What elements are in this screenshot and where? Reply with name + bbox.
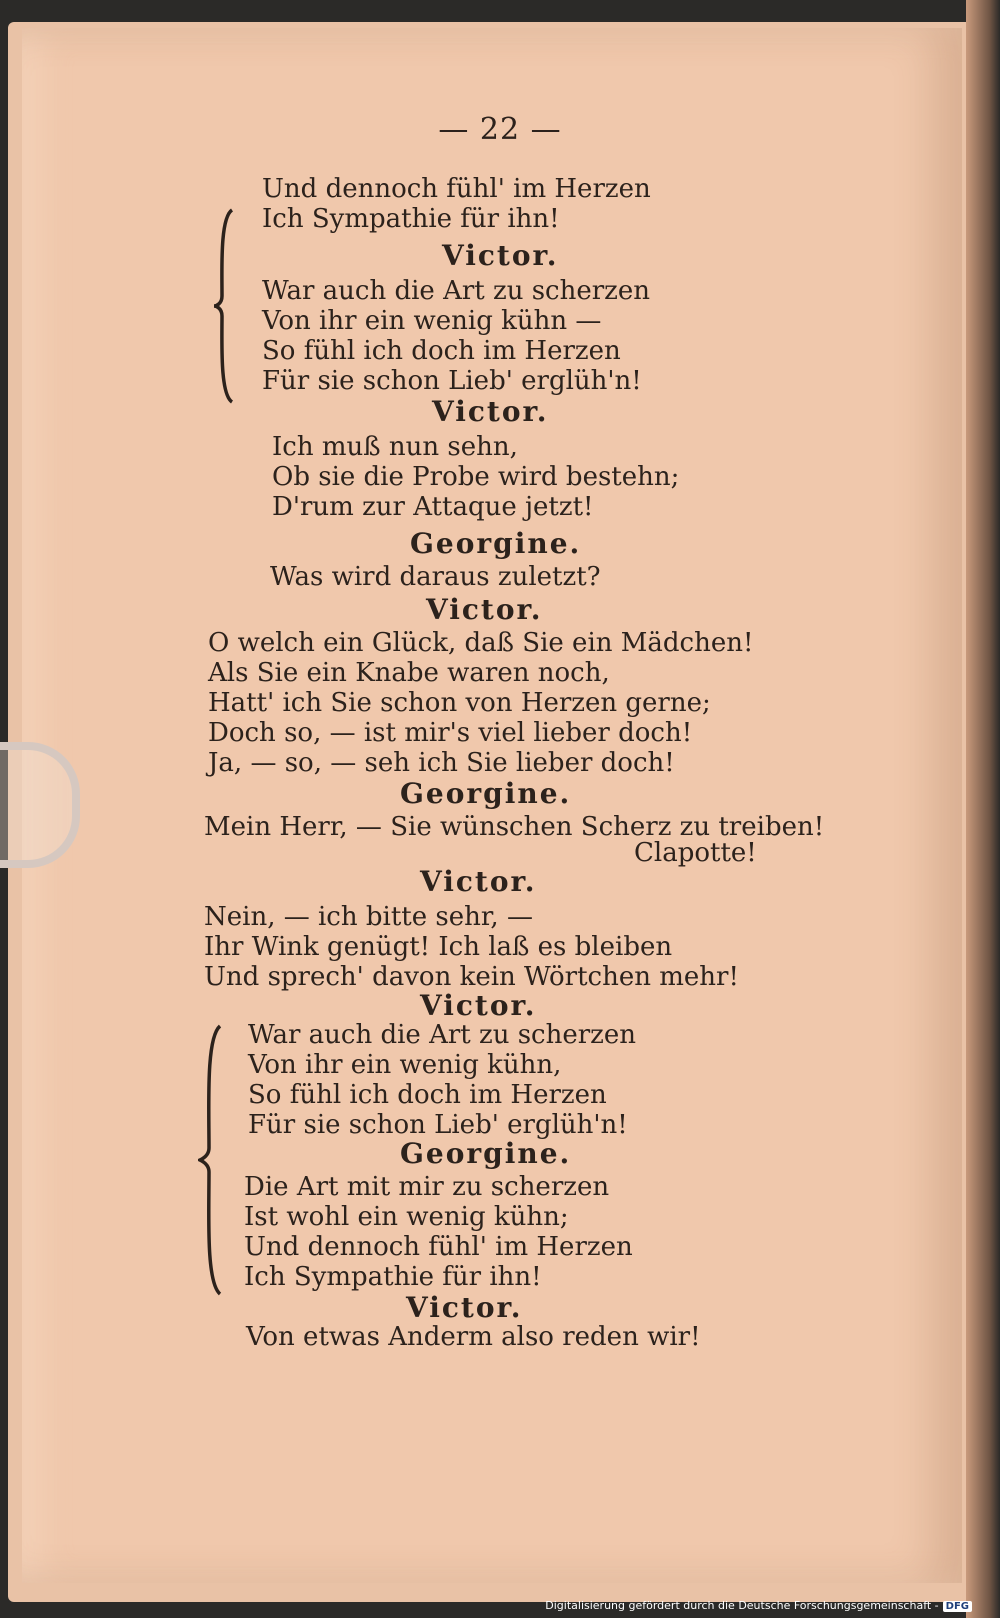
page-number: — 22 — (438, 112, 562, 147)
credit-text: Digitalisierung gefördert durch die Deutsche Forschungsgemeinschaft - (545, 1599, 939, 1612)
verse-line: Für sie schon Lieb' erglüh'n! (262, 366, 642, 396)
verse-line: D'rum zur Attaque jetzt! (272, 492, 594, 522)
verse-line: Ihr Wink genügt! Ich laß es bleiben (204, 932, 673, 962)
speaker-name: Victor. (420, 989, 537, 1022)
verse-line: Von ihr ein wenig kühn — (262, 306, 602, 336)
book-spine-edge (966, 0, 1000, 1618)
speaker-name: Georgine. (400, 777, 572, 810)
verse-line: Ich Sympathie für ihn! (244, 1262, 542, 1292)
verse-line: War auch die Art zu scherzen (262, 276, 651, 306)
verse-line: Hatt' ich Sie schon von Herzen gerne; (208, 688, 711, 718)
verse-line: Und dennoch fühl' im Herzen (244, 1232, 633, 1262)
verse-line: O welch ein Glück, daß Sie ein Mädchen! (208, 628, 754, 658)
verse-line: Ja, — so, — seh ich Sie lieber doch! (208, 748, 675, 778)
verse-line: Ich muß nun sehn, (272, 432, 518, 462)
verse-line: So fühl ich doch im Herzen (248, 1080, 607, 1110)
verse-line: Für sie schon Lieb' erglüh'n! (248, 1110, 628, 1140)
verse-line: Von ihr ein wenig kühn, (248, 1050, 562, 1080)
dfg-logo-badge: DFG (943, 1601, 972, 1612)
speaker-name: Victor. (432, 395, 549, 428)
verse-line: War auch die Art zu scherzen (248, 1020, 637, 1050)
verse-line: Von etwas Anderm also reden wir! (246, 1322, 701, 1352)
speaker-name: Victor. (426, 593, 543, 626)
speaker-name: Georgine. (400, 1137, 572, 1170)
speaker-name: Victor. (420, 865, 537, 898)
left-brace-bottom (198, 1024, 224, 1296)
verse-line: Mein Herr, — Sie wünschen Scherz zu treiben! (204, 812, 825, 842)
verse-line: Ob sie die Probe wird bestehn; (272, 462, 680, 492)
page-clip-tab (0, 742, 80, 868)
verse-line: Als Sie ein Knabe waren noch, (208, 658, 610, 688)
speaker-name: Victor. (442, 239, 559, 272)
verse-line: Und dennoch fühl' im Herzen (262, 174, 651, 204)
verse-line: Doch so, — ist mir's viel lieber doch! (208, 718, 693, 748)
footer-credit (545, 1599, 972, 1612)
left-brace-top (212, 208, 236, 404)
verse-line: Ich Sympathie für ihn! (262, 204, 560, 234)
verse-line: Nein, — ich bitte sehr, — (204, 902, 533, 932)
verse-line: Die Art mit mir zu scherzen (244, 1172, 610, 1202)
speaker-name: Georgine. (410, 527, 582, 560)
verse-line: Was wird daraus zuletzt? (270, 562, 601, 592)
verse-line: So fühl ich doch im Herzen (262, 336, 621, 366)
speaker-name: Victor. (406, 1291, 523, 1324)
verse-line: Ist wohl ein wenig kühn; (244, 1202, 569, 1232)
verse-line: Und sprech' davon kein Wörtchen mehr! (204, 962, 739, 992)
verse-line: Clapotte! (634, 838, 757, 868)
